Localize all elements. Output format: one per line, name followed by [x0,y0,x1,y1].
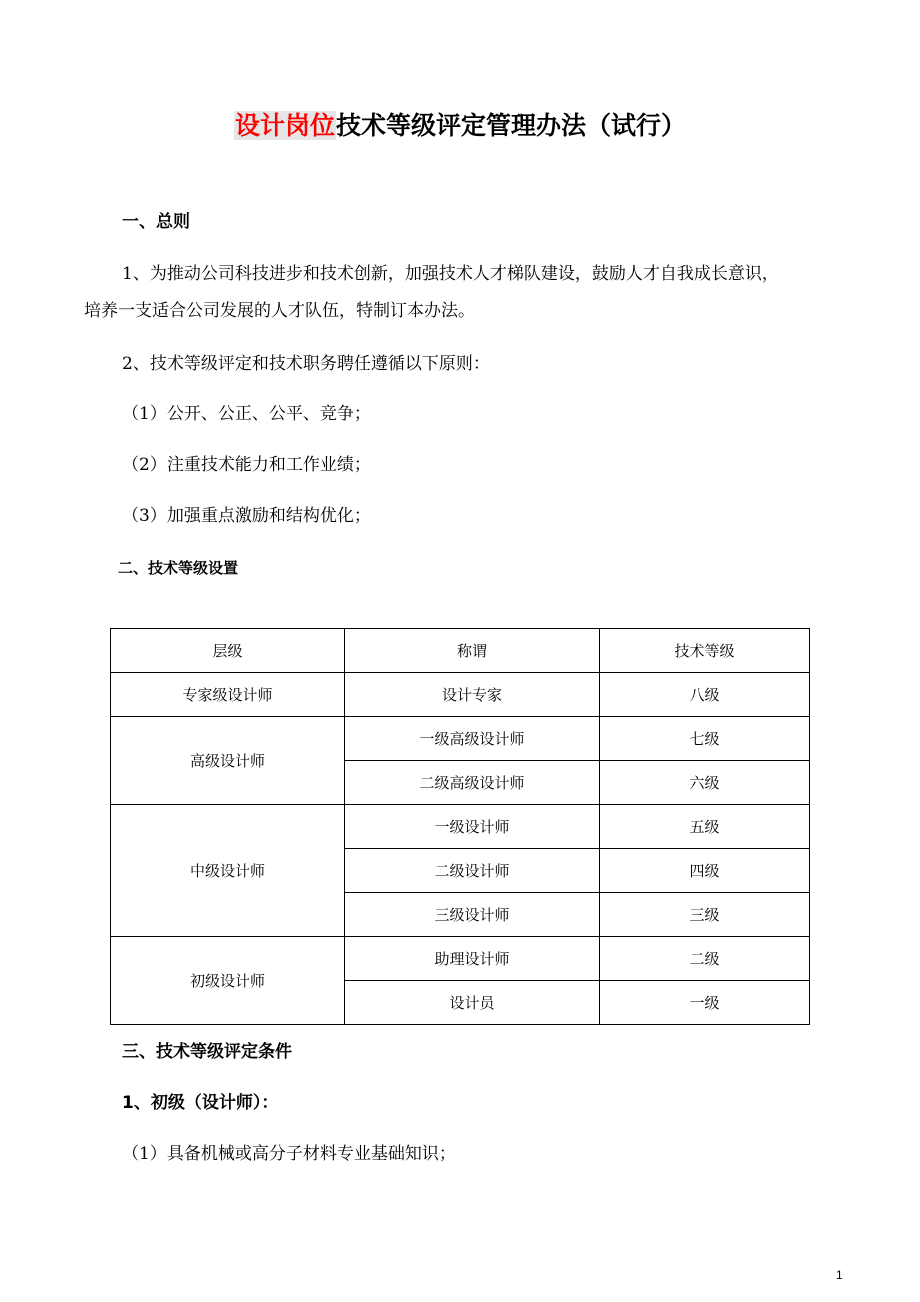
grade-cell: 七级 [600,717,810,761]
title-cell: 设计员 [345,981,600,1025]
section1-heading: 一、总则 [122,212,190,232]
section3-heading: 三、技术等级评定条件 [122,1042,292,1062]
grade-cell: 一级 [600,981,810,1025]
table-row [111,805,810,849]
principle-item-2: （2）注重技术能力和工作业绩； [122,455,371,475]
header-cell: 称谓 [345,629,600,673]
table-header-row [111,629,810,673]
principle-item-3: （3）加强重点激励和结构优化； [122,506,371,526]
section2-heading: 二、技术等级设置 [118,559,239,577]
title-cell: 一级设计师 [345,805,600,849]
title-cell: 三级设计师 [345,893,600,937]
grade-cell: 二级 [600,937,810,981]
condition-item-1: （1）具备机械或高分子材料专业基础知识； [122,1144,456,1164]
grade-cell: 八级 [600,673,810,717]
tier-cell: 专家级设计师 [111,673,345,717]
title-highlight: 设计岗位 [234,111,335,140]
header-cell: 技术等级 [600,629,810,673]
grade-cell: 三级 [600,893,810,937]
grade-cell: 六级 [600,761,810,805]
table-row [111,673,810,717]
section1-p2: 2、技术等级评定和技术职务聘任遵循以下原则： [122,354,490,374]
document-title [0,106,920,146]
tier-cell: 初级设计师 [111,937,345,1025]
title-cell: 一级高级设计师 [345,717,600,761]
table-row [111,717,810,761]
section3-sub1: 1、初级（设计师）： [122,1093,279,1113]
tier-cell: 中级设计师 [111,805,345,937]
section1-p1-line2: 培养一支适合公司发展的人才队伍，特制订本办法。 [84,301,475,321]
title-cell: 二级设计师 [345,849,600,893]
tier-cell: 高级设计师 [111,717,345,805]
grade-cell: 五级 [600,805,810,849]
title-cell: 助理设计师 [345,937,600,981]
principle-item-1: （1）公开、公正、公平、竞争； [122,404,371,424]
title-cell: 设计专家 [345,673,600,717]
page-number: 1 [836,1268,843,1282]
title-rest: 技术等级评定管理办法（试行） [336,111,687,140]
table-row [111,937,810,981]
grade-table [110,628,810,1025]
header-cell: 层级 [111,629,345,673]
grade-cell: 四级 [600,849,810,893]
title-cell: 二级高级设计师 [345,761,600,805]
section1-p1-line1: 1、为推动公司科技进步和技术创新，加强技术人才梯队建设，鼓励人才自我成长意识， [122,264,779,284]
